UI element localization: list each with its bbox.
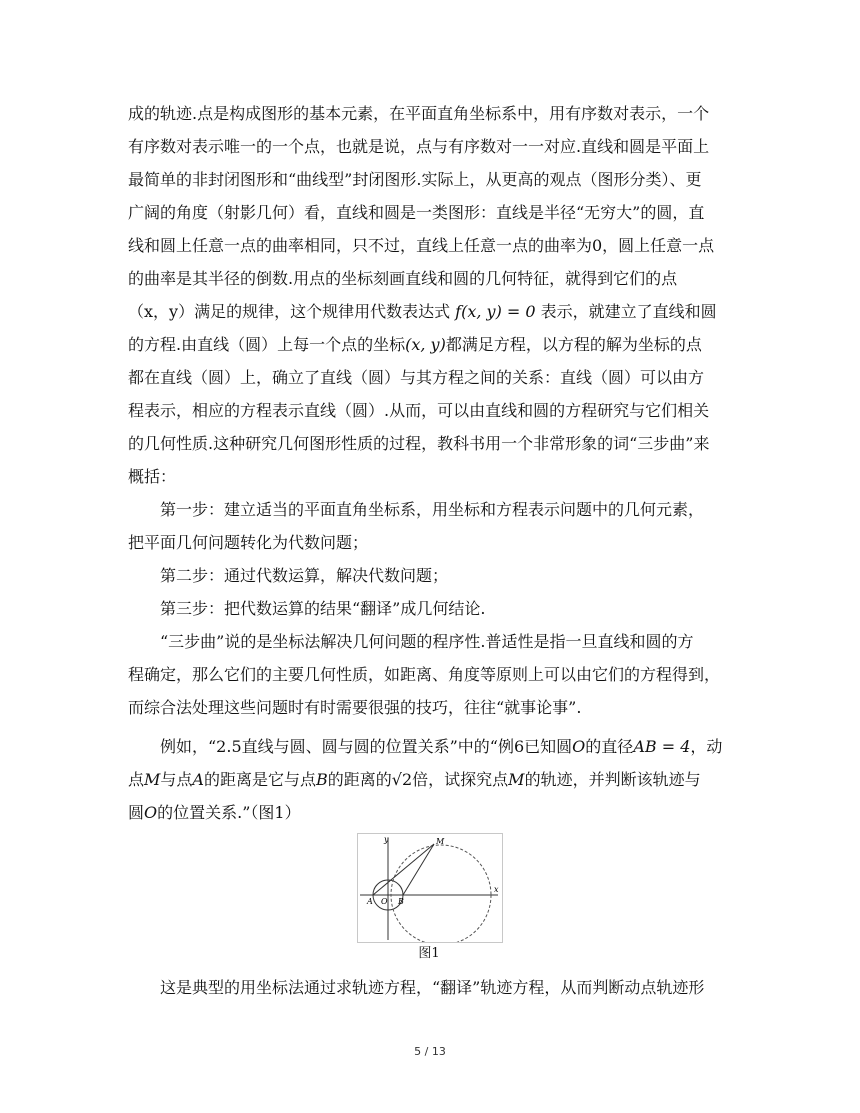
locus-circle: [391, 845, 491, 942]
intro-paragraph: [128, 97, 740, 724]
step-two: 第二步：通过代数运算，解决代数问题；: [160, 566, 449, 585]
point-m-label: M: [436, 837, 445, 846]
math-expression: (x, y): [405, 335, 446, 354]
y-axis-label: y: [384, 835, 389, 844]
text-line: 概括：: [128, 467, 177, 486]
text-line: 广阔的角度（射影几何）看，直线和圆是一类图形：直线是半径“无穷大”的圆，直: [128, 203, 705, 222]
text-line: 程确定，那么它们的主要几何性质，如距离、角度等原则上可以由它们的方程得到，: [128, 665, 721, 684]
text-line: （x，y）满足的规律，这个规律用代数表达式 f(x, y) = 0 表示，就建立了直线和圆: [128, 302, 717, 321]
text-line: 线和圆上任意一点的曲率相同，只不过，直线上任意一点的曲率为0，圆上任意一点: [128, 236, 715, 255]
text-line: 最简单的非封闭图形和“曲线型”封闭图形.实际上，从更高的观点（图形分类）、更: [128, 170, 702, 189]
text-line: 圆O的位置关系.”（图1）: [128, 803, 301, 822]
x-axis-label: x: [494, 885, 499, 894]
example-paragraph: [128, 730, 740, 829]
math-expression: f(x, y) = 0: [455, 302, 536, 321]
step-one-cont: 把平面几何问题转化为代数问题；: [128, 533, 369, 552]
point-b-label: B: [398, 897, 404, 906]
text-line: 的曲率是其半径的倒数.用点的坐标刻画直线和圆的几何特征，就得到它们的点: [128, 269, 678, 288]
text-line: 的几何性质.这种研究几何图形性质的过程，教科书用一个非常形象的词“三步曲”来: [128, 434, 710, 453]
text-line: 成的轨迹.点是构成图形的基本元素，在平面直角坐标系中，用有序数对表示，一个: [128, 104, 710, 123]
point-o-label: O: [381, 897, 388, 906]
step-three: 第三步：把代数运算的结果“翻译”成几何结论.: [160, 599, 486, 618]
text-line: 点M与点A的距离是它与点B的距离的√2倍，试探究点M的轨迹，并判断该轨迹与: [128, 770, 701, 789]
page-number: 5 / 13: [414, 1045, 446, 1058]
text-line: 这是典型的用坐标法通过求轨迹方程，“翻译”轨迹方程，从而判断动点轨迹形: [160, 978, 705, 997]
text-line: “三步曲”说的是坐标法解决几何问题的程序性.普适性是指一旦直线和圆的方: [160, 632, 694, 651]
text-line: 例如，“2.5直线与圆、圆与圆的位置关系”中的“例6已知圆O的直径AB = 4，动: [160, 737, 723, 756]
segment-am: [373, 844, 434, 895]
text-line: 程表示，相应的方程表示直线（圆）.从而，可以由直线和圆的方程研究与它们相关: [128, 401, 710, 420]
step-one: 第一步：建立适当的平面直角坐标系，用坐标和方程表示问题中的几何元素，: [160, 500, 705, 519]
text-line: 都在直线（圆）上，确立了直线（圆）与其方程之间的关系：直线（圆）可以由方: [128, 368, 705, 387]
text-line: 的方程.由直线（圆）上每一个点的坐标(x, y)都满足方程，以方程的解为坐标的点: [128, 335, 702, 354]
point-a-label: A: [367, 897, 373, 906]
text-line: 有序数对表示唯一的一个点，也就是说，点与有序数对一一对应.直线和圆是平面上: [128, 137, 710, 156]
figure-caption: 图1: [418, 946, 440, 961]
locus-diagram: [358, 834, 502, 942]
figure-1: [357, 833, 503, 943]
closing-paragraph: [128, 971, 740, 1004]
segment-bm: [403, 844, 434, 895]
text-line: 而综合法处理这些问题时有时需要很强的技巧，往往“就事论事”.: [128, 698, 582, 717]
